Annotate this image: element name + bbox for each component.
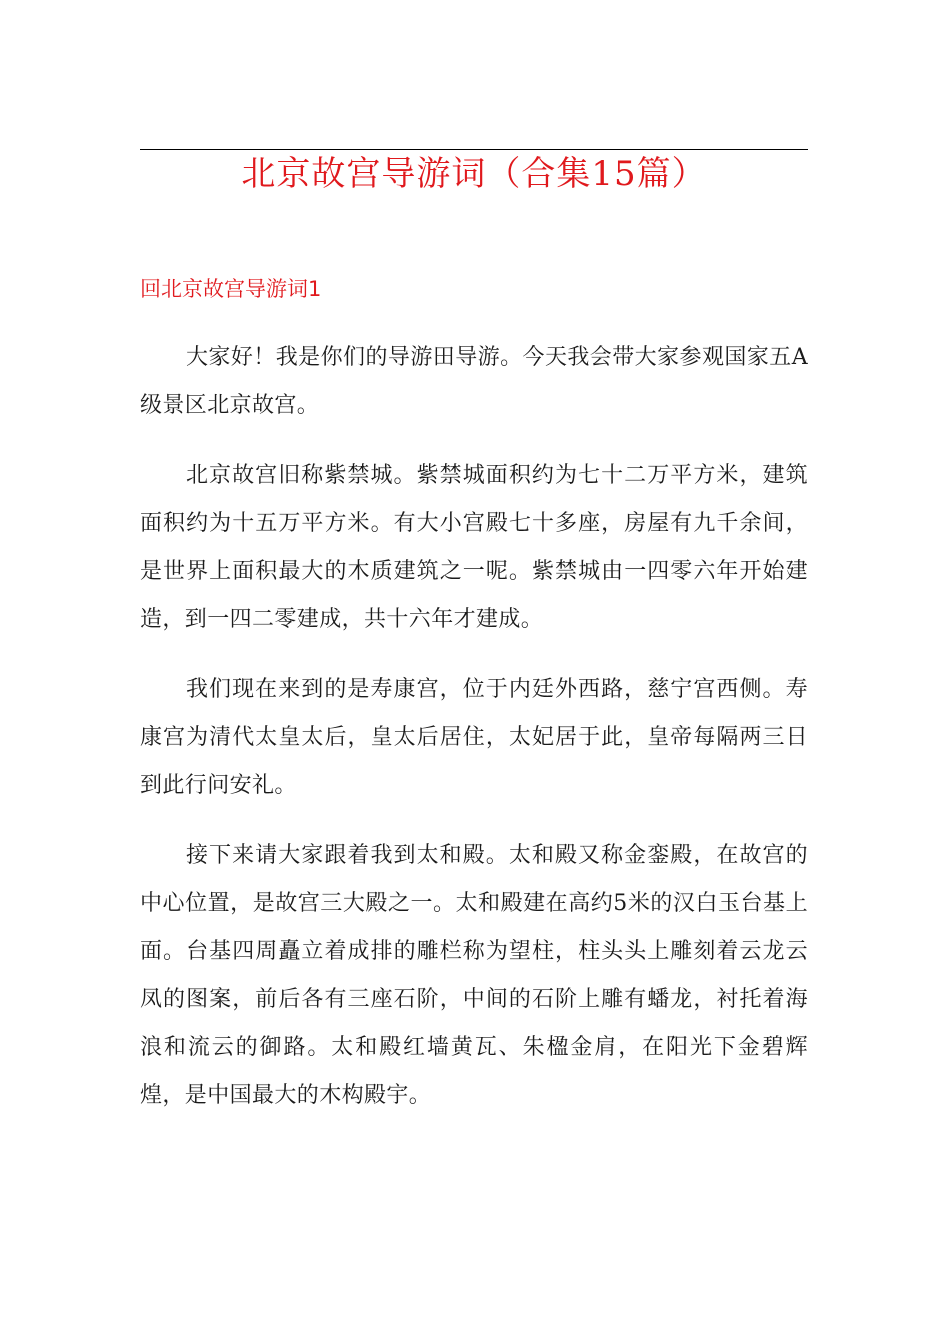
section-heading: 回北京故宫导游词1: [140, 277, 322, 301]
section-body: [140, 334, 808, 1142]
document-title: 北京故宫导游词（合集15篇）: [241, 154, 707, 194]
paragraph-intro: 大家好！我是你们的导游田导游。今天我会带大家参观国家五A级景区北京故宫。: [140, 345, 808, 418]
paragraph-shoukang-palace: 我们现在来到的是寿康宫，位于内廷外西路，慈宁宫西侧。寿康宫为清代太皇太后，皇太后居住，太妃居于此，皇帝每隔两三日到此行问安礼。: [140, 677, 808, 798]
paragraph-taihe-hall: 接下来请大家跟着我到太和殿。太和殿又称金銮殿，在故宫的中心位置，是故宫三大殿之一。太和殿建在高约5米的汉白玉台基上面。台基四周矗立着成排的雕栏称为望柱，柱头头上雕刻着云龙云凤的图案，前后各有三座石阶，中间的石阶上雕有蟠龙，衬托着海浪和流云的御路。太和殿红墙黄瓦、朱楹金肩，在阳光下金碧辉煌，是中国最大的木构殿宇。: [140, 843, 808, 1108]
paragraph-forbidden-city: 北京故宫旧称紫禁城。紫禁城面积约为七十二万平方米，建筑面积约为十五万平方米。有大小宫殿七十多座，房屋有九千余间，是世界上面积最大的木质建筑之一呢。紫禁城由一四零六年开始建造，到一四二零建成，共十六年才建成。: [140, 463, 808, 632]
